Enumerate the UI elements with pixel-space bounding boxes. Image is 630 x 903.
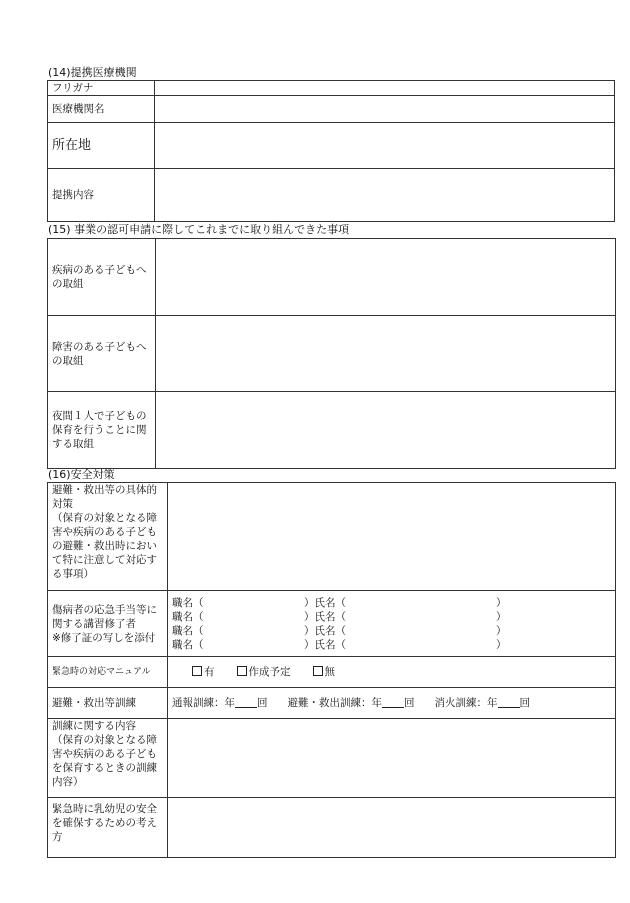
night-care-initiative-field[interactable] <box>156 392 616 469</box>
manual-option-yes[interactable]: 有 <box>192 665 215 679</box>
section-15-title: (15) 事業の認可申請に際してこれまでに取り組んできた事項 <box>48 223 350 236</box>
illness-initiative-label: 疾病のある子どもへの取組 <box>48 239 156 316</box>
manual-option-no[interactable]: 無 <box>313 665 336 679</box>
report-drill[interactable]: 通報訓練：年 回 <box>172 697 268 709</box>
illness-initiative-field[interactable] <box>156 239 616 316</box>
first-aid-qualifier-list <box>168 591 616 657</box>
evacuation-measures-field[interactable] <box>168 483 616 591</box>
furigana-label: フリガナ <box>48 81 155 96</box>
section-14-table <box>47 80 615 222</box>
checkbox-icon <box>192 666 202 676</box>
checkbox-icon <box>237 666 247 676</box>
address-field[interactable] <box>155 123 615 169</box>
disability-initiative-field[interactable] <box>156 316 616 392</box>
partnership-content-field[interactable] <box>155 169 615 222</box>
qualifier-row[interactable]: 職名（ ）氏名（ ） <box>172 638 507 651</box>
medical-institution-name-label: 医療機関名 <box>48 96 155 123</box>
drill-content-label: 訓練に関する内容 （保育の対象となる障害や疾病のある子どもを保育するときの訓練内容） <box>48 719 168 798</box>
qualifier-row[interactable]: 職名（ ）氏名（ ） <box>172 610 507 623</box>
night-care-initiative-label: 夜間１人で子どもの保育を行うことに関する取組 <box>48 392 156 469</box>
address-label: 所在地 <box>48 123 155 169</box>
furigana-field[interactable] <box>155 81 615 96</box>
safety-approach-field[interactable] <box>168 798 616 858</box>
drill-label: 避難・救出等訓練 <box>48 688 168 719</box>
partnership-content-label: 提携内容 <box>48 169 155 222</box>
safety-approach-label: 緊急時に乳幼児の安全を確保するための考え方 <box>48 798 168 858</box>
checkbox-icon <box>313 666 323 676</box>
medical-institution-name-field[interactable] <box>155 96 615 123</box>
manual-option-planned[interactable]: 作成予定 <box>237 665 291 679</box>
emergency-manual-label: 緊急時の対応マニュアル <box>48 657 168 688</box>
qualifier-row[interactable]: 職名（ ）氏名（ ） <box>172 596 507 609</box>
emergency-manual-options <box>168 657 616 688</box>
qualifier-row[interactable]: 職名（ ）氏名（ ） <box>172 624 507 637</box>
disability-initiative-label: 障害のある子どもへの取組 <box>48 316 156 392</box>
section-14-title: (14)提携医療機関 <box>48 66 137 79</box>
section-15-table <box>47 238 616 469</box>
section-16-title: (16)安全対策 <box>48 468 115 481</box>
drill-content-field[interactable] <box>168 719 616 798</box>
section-16-table <box>47 482 616 858</box>
evacuation-measures-label: 避難・救出等の具体的対策 （保育の対象となる障害や疾病のある子どもの避難・救出時において特に注意して対応する事項） <box>48 483 168 591</box>
evacuation-drill[interactable]: 避難・救出訓練：年 回 <box>287 697 415 709</box>
drill-counts <box>168 688 616 719</box>
fire-drill[interactable]: 消火訓練：年 回 <box>434 697 530 709</box>
first-aid-training-label: 傷病者の応急手当等に関する講習修了者 ※修了証の写しを添付 <box>48 591 168 657</box>
